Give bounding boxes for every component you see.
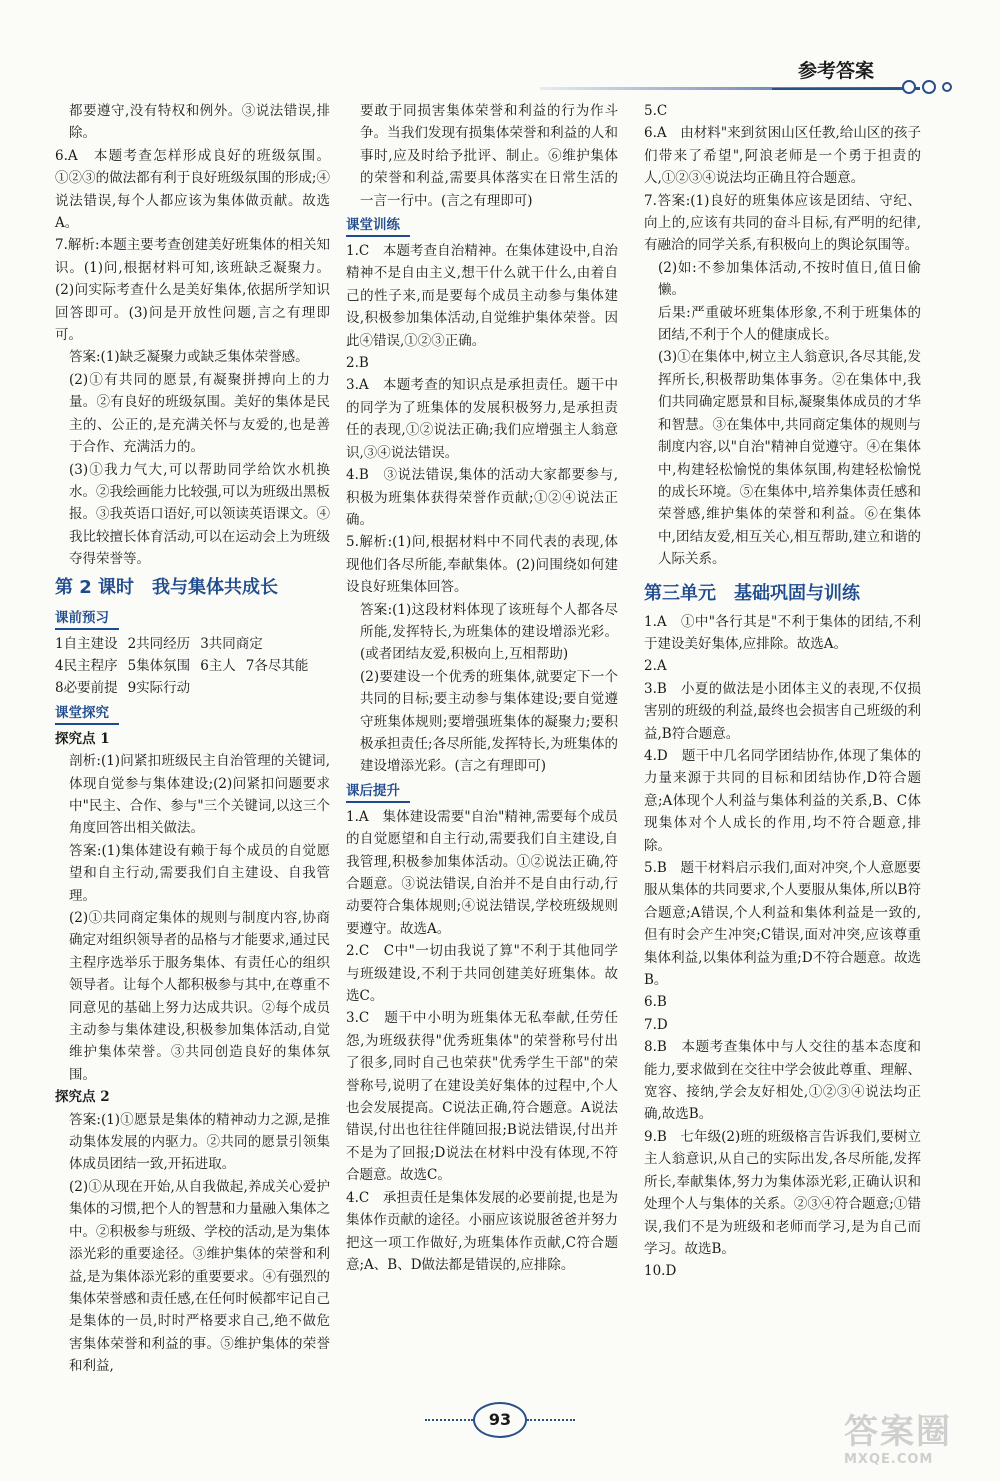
header-ring-icon — [942, 82, 952, 92]
answer-item: 6.A 本题考查怎样形成良好的班级氛围。①②③的做法都有利于良好班级氛围的形成;④说法错误,每个人都应该为集体做贡献。故选A。 — [55, 147, 330, 232]
page-number-dots — [527, 1419, 575, 1421]
answer-item: 7.答案:(1)良好的班集体应该是团结、守纪、向上的,应该有共同的奋斗目标,有严明的纪律,有融洽的同学关系,有积极向上的舆论氛围等。 — [644, 192, 921, 254]
subsection-title: 课前预习 — [55, 608, 119, 630]
page-number-badge — [425, 1402, 575, 1438]
page-number: 93 — [473, 1402, 527, 1438]
point-label: 探究点 2 — [55, 1089, 110, 1106]
answer-item: 3.B 小夏的做法是小团体主义的表现,不仅损害别的班级的利益,最终也会损害自己班级的利益,B符合题意。 — [644, 680, 921, 742]
answer-text: 剖析:(1)问紧扣班级民主自治管理的关键词,体现自觉参与集体建设;(2)问紧扣问题要求中"民主、合作、参与"三个关键词,以这三个角度回答出相关做法。 — [69, 753, 330, 837]
header-title: 参考答案 — [772, 58, 900, 90]
watermark-logo — [844, 1412, 984, 1474]
answer-text: (2)①从现在开始,从自我做起,养成关心爱护集体的习惯,把个人的智慧和力量融入集体之中。②积极参与班级、学校的活动,是为集体添光彩的重要途径。③维护集体的荣誉和利益,是为集体添光彩的重要要求。④有强烈的集体荣誉感和责任感,在任何时候都牢记自己是集体的一员,时时严格要求自己,绝不做危害集体荣誉和利益的事。⑤维护集体的荣誉和利益, — [69, 1178, 330, 1375]
keyword-item: 1自主建设 — [55, 635, 118, 652]
answer-text: 都要遵守,没有特权和例外。③说法错误,排除。 — [69, 103, 330, 142]
answer-item: 1.A 集体建设需要"自治"精神,需要每个成员的自觉愿望和自主行动,需要我们自主建设,自我管理,积极参加集体活动。①②说法正确,符合题意。③说法错误,自治并不是自由行动,行动要符合集体规则;④说法错误,学校班级规则要遵守。故选A。 — [346, 808, 618, 937]
answer-text: (2)①共同商定集体的规则与制度内容,协商确定对组织领导者的品格与才能要求,通过民主程序选举乐于服务集体、有责任心的组织领导者。让每个人都积极参与其中,在尊重不同意见的基础上努力达成共识。②每个成员主动参与集体建设,积极参加集体活动,自觉维护集体荣誉。③共同创造良好的集体氛围。 — [69, 910, 330, 1083]
section-title: 第三单元 基础巩固与训练 — [644, 582, 860, 604]
answer-item: 4.B ③说法错误,集体的活动大家都要参与,积极为班集体获得荣誉作贡献;①②④说法正确。 — [346, 467, 618, 528]
section-title: 第 2 课时 我与集体共成长 — [55, 576, 279, 598]
keyword-item: 8必要前提 — [55, 680, 118, 697]
answer-item: 5.B 题干材料启示我们,面对冲突,个人意愿要服从集体的共同要求,个人要服从集体,所以B符合题意;A错误,个人利益和集体利益是一致的,但有时会产生冲突;C错误,面对冲突,应该尊重集体利益,以集体利益为重;D不符合题意。故选B。 — [644, 860, 921, 989]
answer-item: 10.D — [644, 1263, 677, 1280]
keyword-item: 9实际行动 — [127, 680, 191, 697]
keyword-item: 3共同商定 — [200, 635, 263, 652]
keyword-item: 4民主程序 — [55, 657, 118, 674]
answer-item: 2.C C中"一切由我说了算"不利于其他同学与班级建设,不利于共同创建美好班集体。故选C。 — [346, 943, 618, 1005]
answer-text: 要敢于同损害集体荣誉和利益的行为作斗争。当我们发现有损集体荣誉和利益的人和事时,应及时给予批评、制止。⑥维护集体的荣誉和利益,需要具体落实在日常生活的一言一行中。(言之有理即可) — [360, 103, 618, 209]
keyword-item: 7各尽其能 — [245, 657, 309, 674]
answer-text: (3)①我力气大,可以帮助同学给饮水机换水。②我绘画能力比较强,可以为班级出黑板报。③我英语口语好,可以领读英语课文。④我比较擅长体育活动,可以在运动会上为班级夺得荣誉等。 — [69, 461, 330, 568]
page-header — [540, 48, 995, 98]
watermark-site: MXQE.COM — [844, 1452, 934, 1467]
header-ring-icon — [902, 80, 916, 94]
answer-item: 2.A — [644, 658, 667, 675]
watermark-main: 答案圈 — [844, 1412, 952, 1452]
answer-text: 答案:(1)缺乏凝聚力或缺乏集体荣誉感。 — [69, 349, 309, 366]
header-ring-icon — [922, 80, 936, 94]
answer-text: (2)①有共同的愿景,有凝聚拼搏向上的力量。②有良好的班级氛围。美好的集体是民主的、公正的,是充满关怀与友爱的,也是善于合作、充满活力的。 — [69, 371, 330, 456]
answer-item: 5.解析:(1)问,根据材料中不同代表的表现,体现他们各尽所能,奉献集体。(2)问围绕如何建设良好班集体回答。 — [346, 534, 618, 596]
answer-item: 3.C 题干中小明为班集体无私奉献,任劳任怨,为班级获得"优秀班集体"的荣誉称号付出了很多,同时自己也荣获"优秀学生干部"的荣誉称号,说明了在建设美好集体的过程中,个人也会发展提高。C说法正确,符合题意。A说法错误,付出也往往伴随回报;B说法错误,付出并不是为了回报;D说法在材料中没有体现,不符合题意。故选C。 — [346, 1010, 618, 1184]
page-number-dots — [425, 1419, 473, 1421]
subsection-title: 课堂训练 — [346, 215, 410, 237]
answer-item: 5.C — [644, 103, 668, 119]
answer-text: (2)如:不参加集体活动,不按时值日,值日偷懒。 — [658, 259, 921, 299]
answer-text: (2)要建设一个优秀的班集体,就要定下一个共同的目标;要主动参与集体建设;要自觉遵守班集体规则;要增强班集体的凝聚力;要积极承担责任;各尽所能,发挥特长,为班集体的建设增添光彩。(言之有理即可) — [360, 668, 618, 775]
answer-item: 8.B 本题考查集体中与人交往的基本态度和能力,要求做到在交往中学会彼此尊重、理解、宽容、接纳,学会友好相处,①②③④说法均正确,故选B。 — [644, 1039, 921, 1123]
answer-item: 4.C 承担责任是集体发展的必要前提,也是为集体作贡献的途径。小丽应该说服爸爸并努力把这一项工作做好,为班集体作贡献,C符合题意;A、B、D做法都是错误的,应排除。 — [346, 1189, 618, 1273]
answer-item: 6.B — [644, 994, 667, 1011]
answer-item: 4.D 题干中几名同学团结协作,体现了集体的力量来源于共同的目标和团结协作,D符合题意;A体现个人利益与集体利益的关系,B、C体现集体对个人成长的作用,均不符合题意,排除。 — [644, 747, 921, 854]
answer-text: 后果:严重破坏班集体形象,不利于班集体的团结,不利于个人的健康成长。 — [658, 304, 921, 344]
answer-item: 3.A 本题考查的知识点是承担责任。题干中的同学为了班集体的发展积极努力,是承担责任的表现,①②说法正确;我们应增强主人翁意识,③④说法错误。 — [346, 377, 618, 461]
answer-text: (3)①在集体中,树立主人翁意识,各尽其能,发挥所长,积极帮助集体事务。②在集体中,我们共同确定愿景和目标,凝聚集体成员的才华和智慧。③在集体中,共同商定集体的规则与制度内容,以"自治"精神自觉遵守。④在集体中,构建轻松愉悦的集体氛围,构建轻松愉悦的成长环境。⑤在集体中,培养集体责任感和荣誉感,维护集体的荣誉和利益。⑥在集体中,团结友爱,相互关心,相互帮助,建立和谐的人际关系。 — [658, 349, 921, 568]
column-left — [55, 100, 330, 1378]
column-middle — [346, 100, 618, 1276]
answer-text: 答案:(1)集体建设有赖于每个成员的自觉愿望和自主行动,需要我们自主建设、自我管理。 — [69, 842, 330, 904]
answer-item: 7.D — [644, 1016, 668, 1033]
point-label: 探究点 1 — [55, 730, 110, 747]
answer-text: 答案:(1)①愿景是集体的精神动力之源,是推动集体发展的内驱力。②共同的愿景引领集体成员团结一致,开拓进取。 — [69, 1111, 330, 1173]
answer-item: 7.解析:本题主要考查创建美好班集体的相关知识。(1)问,根据材料可知,该班缺乏凝聚力。(2)问实际考查什么是美好集体,依据所学知识回答即可。(3)问是开放性问题,言之有理即可。 — [55, 237, 330, 344]
subsection-title: 课堂探究 — [55, 703, 119, 725]
answer-item: 6.A 由材料"来到贫困山区任教,给山区的孩子们带来了希望",阿浪老师是一个勇于担责的人,①②③④说法均正确且符合题意。 — [644, 125, 921, 187]
answer-item: 2.B — [346, 355, 369, 372]
column-right — [644, 100, 921, 1283]
answer-item: 1.C 本题考查自治精神。在集体建设中,自治精神不是自由主义,想干什么就干什么,由着自己的性子来,而是要每个成员主动参与集体建设,积极参加集体活动,自觉维护集体荣誉。因此④错误,①②③正确。 — [346, 243, 618, 349]
answer-text: 答案:(1)这段材料体现了该班每个人都各尽所能,发挥特长,为班集体的建设增添光彩。(或者团结友爱,积极向上,互相帮助) — [360, 601, 618, 663]
subsection-title: 课后提升 — [346, 781, 410, 803]
keyword-item: 6主人 — [200, 657, 236, 674]
answer-item: 9.B 七年级(2)班的班级格言告诉我们,要树立主人翁意识,从自己的实际出发,各尽所能,发挥所长,奉献集体,努力为集体添光彩,正确认识和处理个人与集体的关系。②③④符合题意;①错误,我们不是为班级和老师而学习,是为自己而学习。故选B。 — [644, 1128, 921, 1257]
keyword-item: 5集体氛围 — [127, 657, 191, 674]
keyword-item: 2共同经历 — [127, 635, 191, 652]
keyword-list — [55, 633, 330, 700]
answer-item: 1.A ①中"各行其是"不利于集体的团结,不利于建设美好集体,应排除。故选A。 — [644, 613, 921, 652]
